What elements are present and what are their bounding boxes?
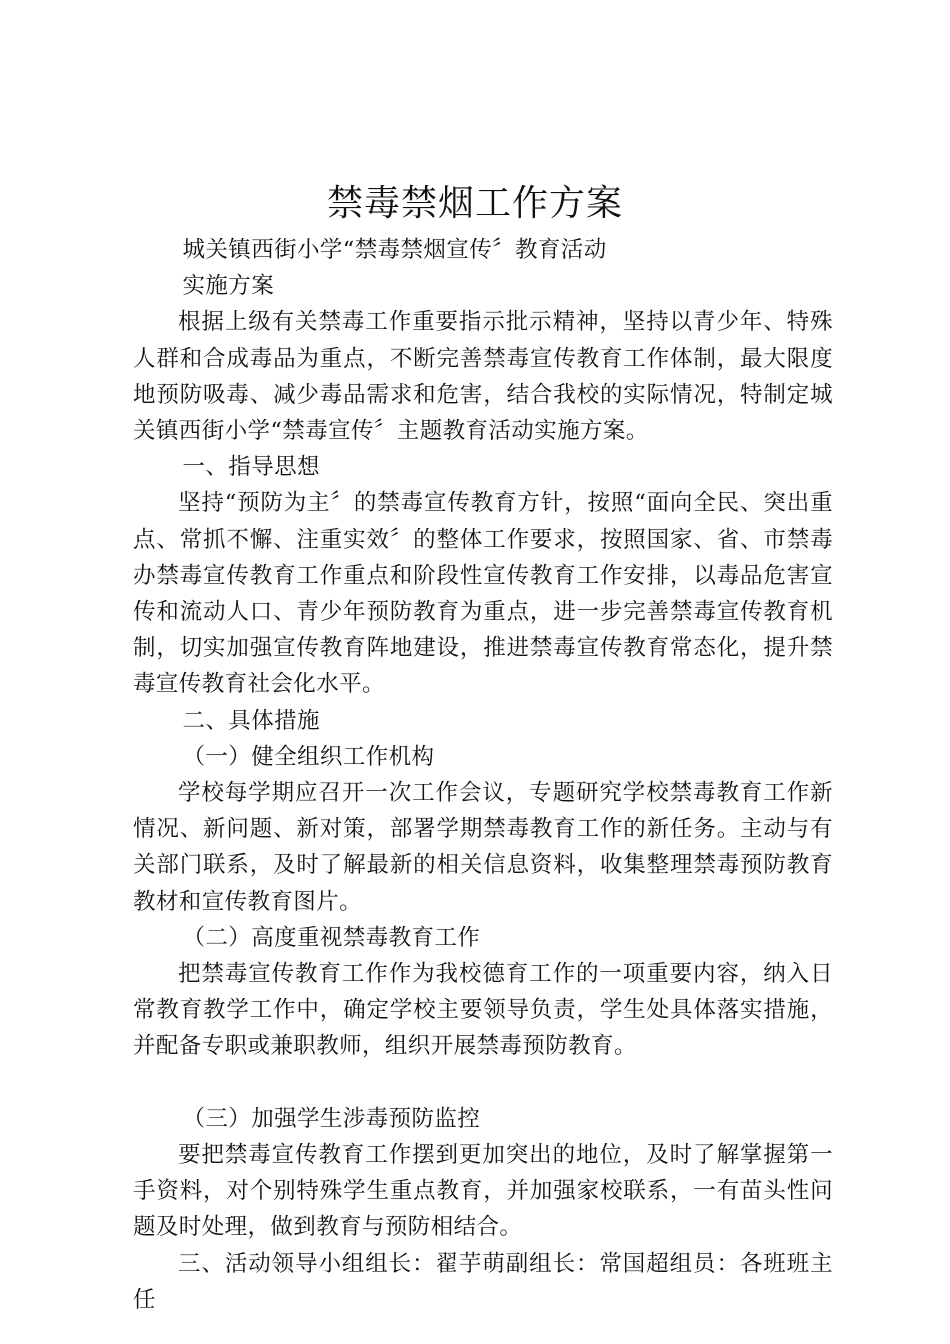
measure-1-paragraph: 学校每学期应召开一次工作会议，专题研究学校禁毒教育工作新情况、新问题、新对策，部署学期禁毒教育工作的新任务。主动与有关部门联系，及时了解最新的相关信息资料，收集整理禁毒预防教育教材和宣传教育图片。 xyxy=(133,780,833,915)
section-1-paragraph: 坚持“预防为主〞的禁毒宣传教育方针，按照“面向全民、突出重点、常抓不懈、注重实效〞的整体工作要求，按照国家、省、市禁毒办禁毒宣传教育工作重点和阶段性宣传教育工作安排，以毒品危害宣传和流动人口、青少年预防教育为重点，进一步完善禁毒宣传教育机制，切实加强宣传教育阵地建设，推进禁毒宣传教育常态化，提升禁毒宣传教育社会化水平。 xyxy=(133,490,833,698)
measure-3-paragraph: 要把禁毒宣传教育工作摆到更加突出的地位，及时了解掌握第一手资料，对个别特殊学生重点教育，并加强家校联系，一有苗头性问题及时处理，做到教育与预防相结合。 xyxy=(133,1142,833,1241)
document-body xyxy=(133,232,833,1318)
measure-3-heading: （三）加强学生涉毒预防监控 xyxy=(182,1105,481,1132)
paragraph-gap xyxy=(133,1065,833,1101)
measure-2-heading: （二）高度重视禁毒教育工作 xyxy=(182,924,481,951)
measure-1-heading: （一）健全组织工作机构 xyxy=(182,743,435,770)
subtitle-line-2: 实施方案 xyxy=(182,273,275,300)
intro-paragraph: 根据上级有关禁毒工作重要指示批示精神，坚持以青少年、特殊人群和合成毒品为重点，不断完善禁毒宣传教育工作体制，最大限度地预防吸毒、减少毒品需求和危害，结合我校的实际情况，特制定城关镇西街小学“禁毒宣传〞主题教育活动实施方案。 xyxy=(133,309,833,445)
section-2-heading: 二、具体措施 xyxy=(182,707,320,734)
measure-2-paragraph: 把禁毒宣传教育工作作为我校德育工作的一项重要内容，纳入日常教育教学工作中，确定学校主要领导负责，学生处具体落实措施，并配备专职或兼职教师，组织开展禁毒预防教育。 xyxy=(133,961,833,1060)
subtitle-line-1: 城关镇西街小学“禁毒禁烟宣传〞教育活动 xyxy=(182,237,607,263)
document-title: 禁毒禁烟工作方案 xyxy=(326,183,623,224)
section-1-heading: 一、指导思想 xyxy=(182,454,320,481)
section-3-paragraph: 三、活动领导小组组长：翟芋萌副组长：常国超组员：各班班主任 xyxy=(133,1250,833,1313)
